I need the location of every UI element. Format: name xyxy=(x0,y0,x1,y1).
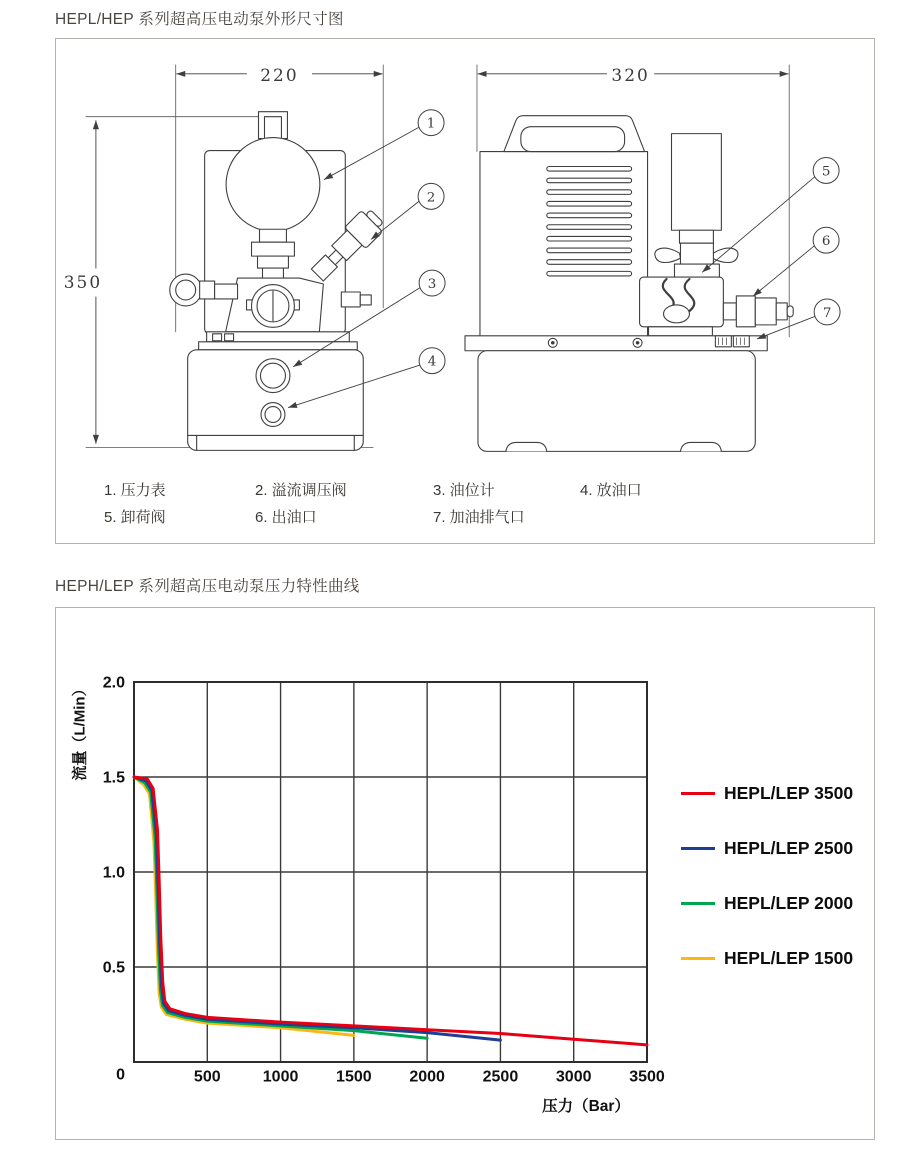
chart-legend xyxy=(681,783,853,1003)
x-tick-label: 1000 xyxy=(262,1068,299,1086)
part-label-5: 5. 卸荷阀 xyxy=(104,509,166,526)
x-tick-label: 2500 xyxy=(482,1068,519,1086)
y-axis-label: 流量（L/Min） xyxy=(71,681,89,781)
part-label-1: 1. 压力表 xyxy=(104,482,166,499)
y-tick-label: 2.0 xyxy=(102,674,125,692)
x-tick-label: 3000 xyxy=(555,1068,592,1086)
front-view xyxy=(64,65,388,451)
callout-5: 5 xyxy=(821,164,831,180)
y-tick-label: 1.0 xyxy=(102,864,125,882)
legend-item xyxy=(681,838,853,858)
series-curve xyxy=(134,777,647,1045)
callout-6: 6 xyxy=(821,234,831,250)
legend-item xyxy=(681,783,853,803)
callout-2: 2 xyxy=(426,190,436,206)
curves-panel xyxy=(55,607,875,1140)
callout-4: 4 xyxy=(427,354,437,370)
front-width-dimension: 220 xyxy=(260,64,299,85)
x-tick-label: 1500 xyxy=(336,1068,372,1086)
y-tick-label: 1.5 xyxy=(102,769,125,787)
part-label-4: 4. 放油口 xyxy=(580,482,642,499)
legend-label: HEPL/LEP 2500 xyxy=(724,837,854,858)
pump-outline-drawing xyxy=(56,39,874,543)
side-view xyxy=(465,65,793,452)
part-label-6: 6. 出油口 xyxy=(255,509,317,526)
series-curve xyxy=(134,777,500,1040)
x-tick-label: 3500 xyxy=(629,1068,665,1086)
callout-7: 7 xyxy=(822,305,832,321)
x-tick-label: 500 xyxy=(193,1068,221,1086)
legend-swatch xyxy=(681,902,715,905)
part-label-7: 7. 加油排气口 xyxy=(433,509,525,526)
legend-item xyxy=(681,948,853,968)
series-curve xyxy=(134,777,354,1035)
legend-item xyxy=(681,893,853,913)
front-height-dimension: 350 xyxy=(63,272,103,293)
legend-swatch xyxy=(681,792,715,795)
legend-label: HEPL/LEP 1500 xyxy=(724,947,854,968)
side-width-dimension: 320 xyxy=(611,64,650,85)
part-label-3: 3. 油位计 xyxy=(433,482,495,499)
x-axis-label: 压力（Bar） xyxy=(542,1098,630,1115)
x-tick-label: 0 xyxy=(116,1066,125,1084)
dimensions-section-title: HEPL/HEP 系列超高压电动泵外形尺寸图 xyxy=(55,11,344,28)
callout-3: 3 xyxy=(427,277,437,293)
legend-swatch xyxy=(681,957,715,960)
y-tick-label: 0.5 xyxy=(102,959,125,977)
legend-label: HEPL/LEP 2000 xyxy=(724,892,854,913)
part-label-2: 2. 溢流调压阀 xyxy=(255,482,347,499)
callout-1: 1 xyxy=(426,116,436,132)
pressure-gauge-shape xyxy=(226,138,320,232)
dimensions-panel xyxy=(55,38,875,544)
legend-label: HEPL/LEP 3500 xyxy=(724,782,854,803)
curves-section-title: HEPH/LEP 系列超高压电动泵压力特性曲线 xyxy=(55,578,360,595)
x-tick-label: 2000 xyxy=(409,1068,445,1086)
legend-swatch xyxy=(681,847,715,850)
